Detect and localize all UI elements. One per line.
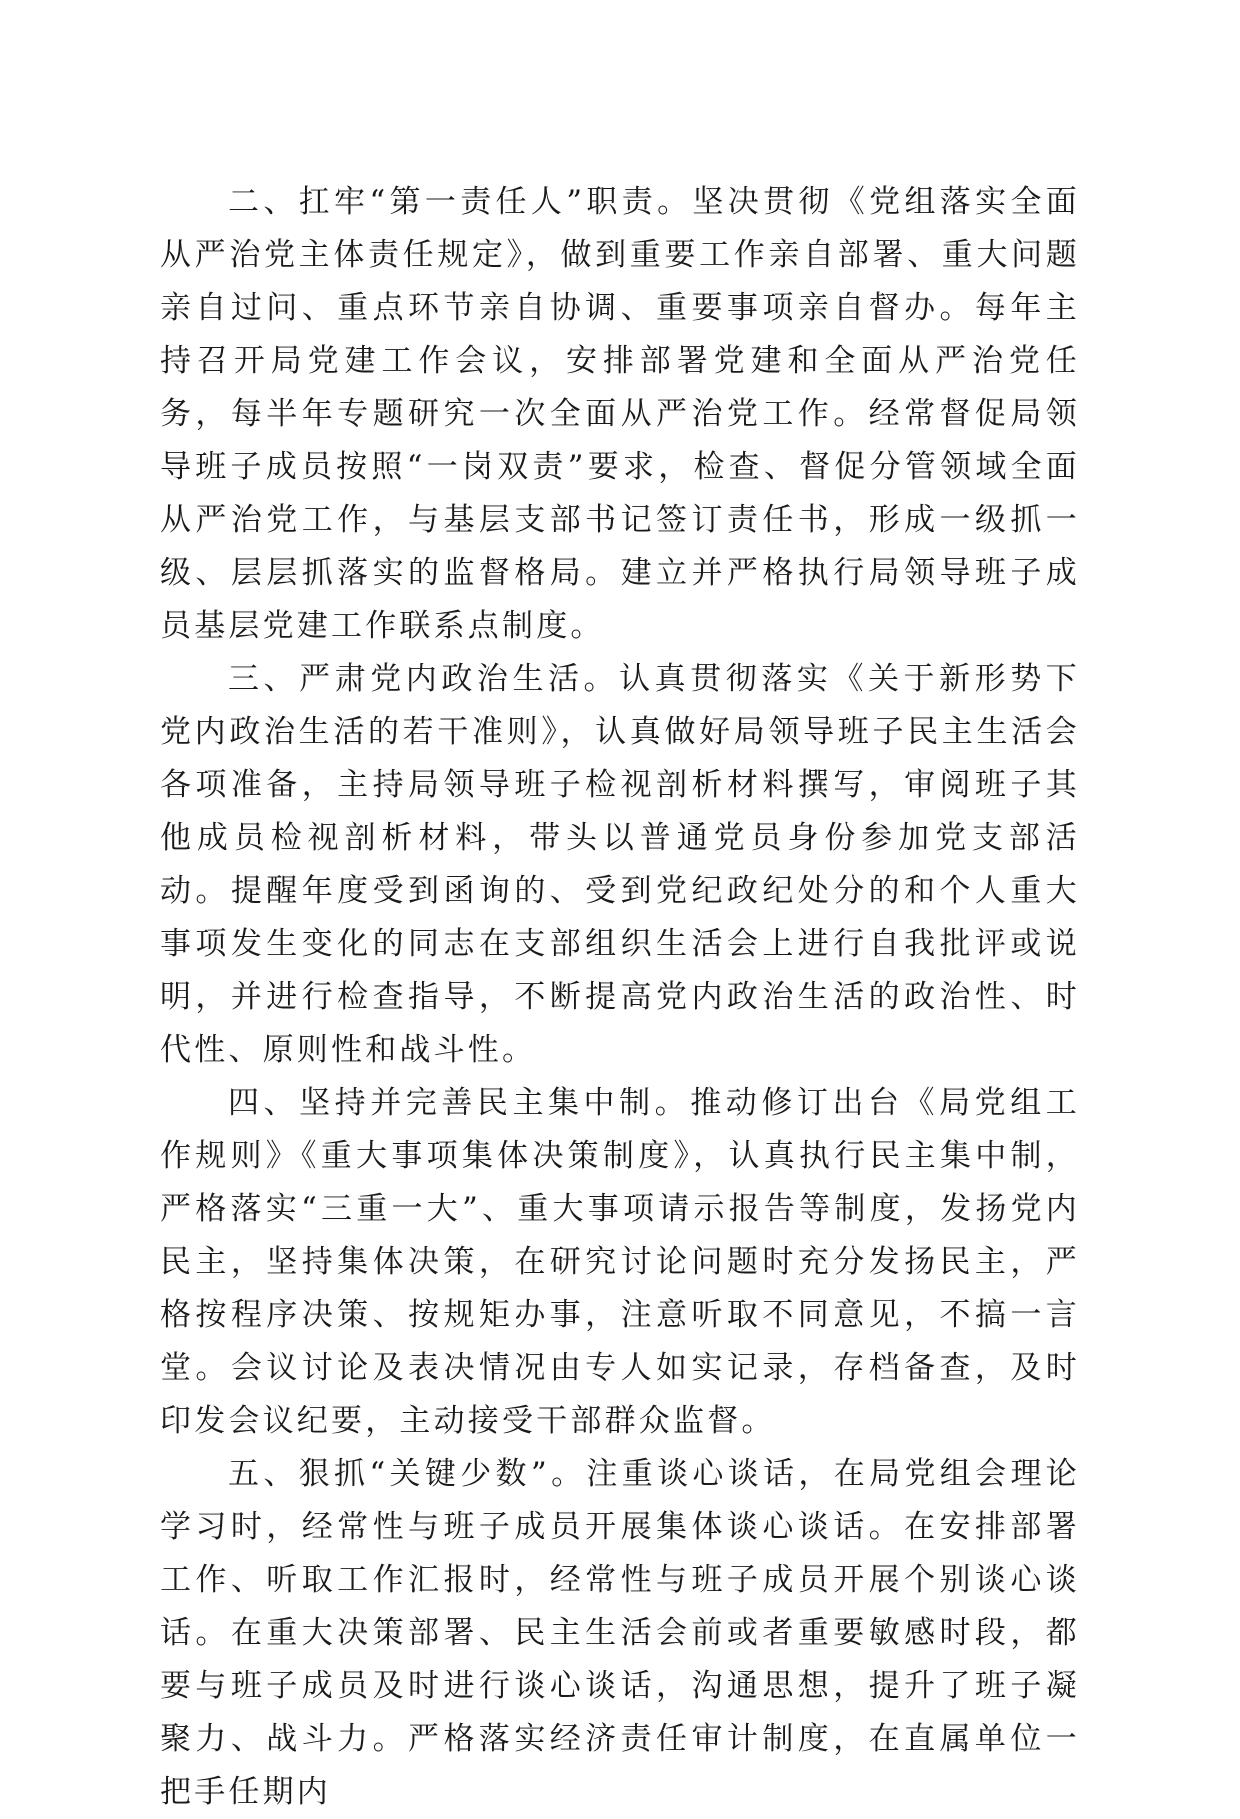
paragraph-3-political-life: 三、严肃党内政治生活。认真贯彻落实《关于新形势下党内政治生活的若干准则》，认真做好局领导班子民主生活会各项准备，主持局领导班子检视剖析材料撰写，审阅班子其他成员检视剖析材料，带头以普通党员身份参加党支部活动。提醒年度受到函询的、受到党纪政纪处分的和个人重大事项发生变化的同志在支部组织生活会上进行自我批评或说明，并进行检查指导，不断提高党内政治生活的政治性、时代性、原则性和战斗性。 bbox=[160, 661, 1080, 1068]
document-body bbox=[160, 176, 1080, 1819]
paragraph-4-democratic-centralism: 四、坚持并完善民主集中制。推动修订出台《局党组工作规则》《重大事项集体决策制度》，认真执行民主集中制，严格落实“三重一大”、重大事项请示报告等制度，发扬党内民主，坚持集体决策，在研究讨论问题时充分发扬民主，严格按程序决策、按规矩办事，注意听取不同意见，不搞一言堂。会议讨论及表决情况由专人如实记录，存档备查，及时印发会议纪要，主动接受干部群众监督。 bbox=[160, 1085, 1080, 1439]
paragraph-2-responsibility: 二、扛牢“第一责任人”职责。坚决贯彻《党组落实全面从严治党主体责任规定》，做到重要工作亲自部署、重大问题亲自过问、重点环节亲自协调、重要事项亲自督办。每年主持召开局党建工作会议，安排部署党建和全面从严治党任务，每半年专题研究一次全面从严治党工作。经常督促局领导班子成员按照“一岗双责”要求，检查、督促分管领域全面从严治党工作，与基层支部书记签订责任书，形成一级抓一级、层层抓落实的监督格局。建立并严格执行局领导班子成员基层党建工作联系点制度。 bbox=[160, 184, 1080, 644]
paragraph-5-key-minority: 五、狠抓“关键少数”。注重谈心谈话，在局党组会理论学习时，经常性与班子成员开展集体谈心谈话。在安排部署工作、听取工作汇报时，经常性与班子成员开展个别谈心谈话。在重大决策部署、民主生活会前或者重要敏感时段，都要与班子成员及时进行谈心谈话，沟通思想，提升了班子凝聚力、战斗力。严格落实经济责任审计制度，在直属单位一把手任期内 bbox=[160, 1456, 1080, 1810]
